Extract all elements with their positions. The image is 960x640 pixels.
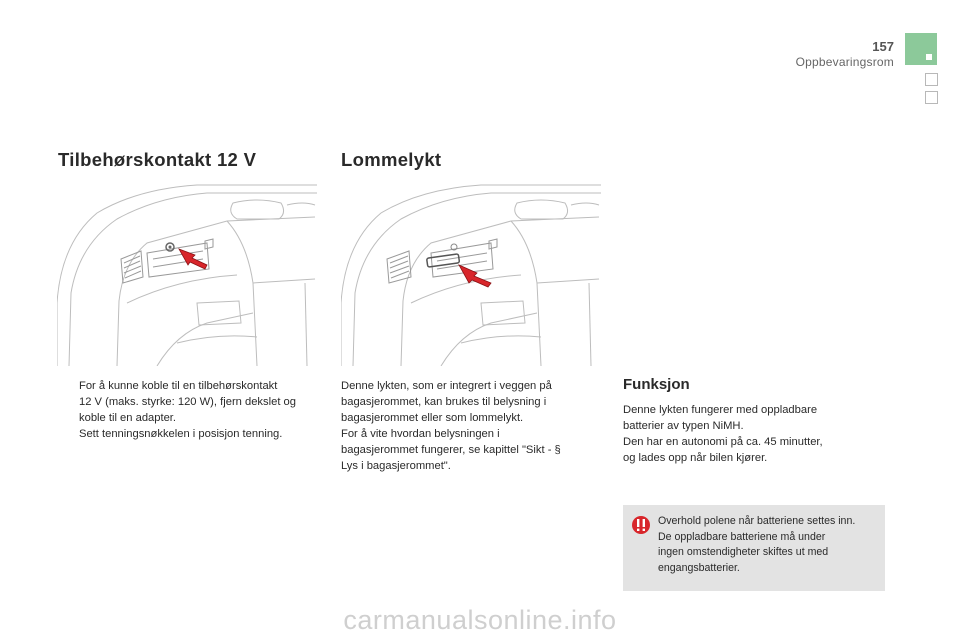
page-number: 157 bbox=[872, 39, 894, 54]
warning-icon bbox=[631, 515, 651, 535]
section-heading-accessory-socket: Tilbehørskontakt 12 V bbox=[58, 149, 257, 170]
illustration-accessory-socket bbox=[57, 183, 317, 366]
warning-note bbox=[623, 505, 885, 591]
subheading-function: Funksjon bbox=[623, 376, 690, 393]
chapter-tab[interactable] bbox=[925, 91, 938, 104]
chapter-title: Oppbevaringsrom bbox=[795, 55, 894, 69]
section-heading-flashlight: Lommelykt bbox=[341, 149, 442, 170]
chapter-tab[interactable] bbox=[925, 73, 938, 86]
watermark: carmanualsonline.info bbox=[343, 605, 617, 635]
list-item: Sett tenningsnøkkelen i posisjon tenning. bbox=[79, 428, 283, 440]
chapter-tab-active[interactable] bbox=[905, 33, 937, 65]
boot-flashlight-drawing bbox=[341, 183, 601, 366]
step-list bbox=[57, 378, 327, 442]
tab-marker bbox=[926, 54, 932, 60]
function-description: Denne lykten fungerer med oppladbare batterier av typen NiMH. Den har en autonomi på ca. 45 minutter, og lades opp når bilen kjører. bbox=[623, 404, 823, 464]
flashlight-description: Denne lykten, som er integrert i veggen på bagasjerommet, kan brukes til belysning i bagasjerommet eller som lommelykt. For å vite hvordan belysningen i bagasjerommet fungerer, se kapittel "Sikt - § Lys i bagasjerommet". bbox=[341, 380, 561, 472]
boot-socket-drawing bbox=[57, 183, 317, 366]
list-item: For å kunne koble til en tilbehørskontakt 12 V (maks. styrke: 120 W), fjern dekslet og koble til en adapter. bbox=[79, 380, 296, 424]
warning-text: Overhold polene når batteriene settes inn. De oppladbare batteriene må under ingen omstendigheter skiftes ut med engangsbatterier. bbox=[658, 515, 856, 574]
illustration-flashlight bbox=[341, 183, 601, 366]
